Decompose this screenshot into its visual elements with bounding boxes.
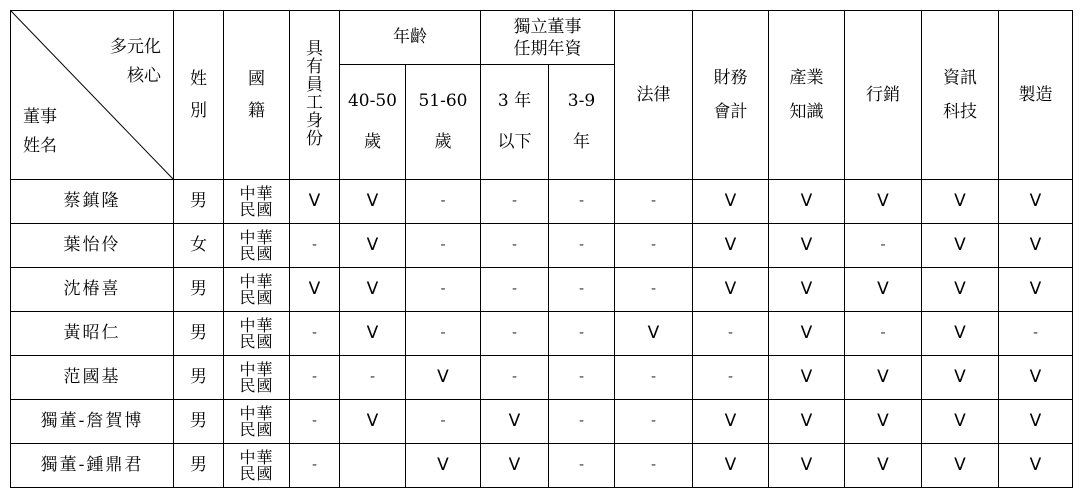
law-mark: -: [615, 444, 693, 488]
nationality-line: 民國: [239, 375, 274, 395]
table-row: [11, 268, 1073, 312]
law-mark: -: [615, 268, 693, 312]
nationality-line: 民國: [239, 463, 274, 483]
director-name: 獨董-詹賀博: [11, 400, 174, 444]
tenure-under-3-header: 3 年 以下: [481, 65, 549, 180]
marketing-mark: -: [845, 312, 922, 356]
age-51-60-mark: -: [406, 224, 481, 268]
age-51-60-mark: V: [406, 444, 481, 488]
law-header: 法律: [615, 11, 693, 180]
age-51-60-header: 51-60 歲: [406, 65, 481, 180]
age-51-60-mark: -: [406, 312, 481, 356]
law-mark: -: [615, 180, 693, 224]
nationality-cell: [224, 224, 290, 268]
tenure-under-3-mark: V: [481, 400, 549, 444]
tenure-3-9-mark: -: [549, 180, 615, 224]
corner-header-cell: [11, 11, 174, 180]
it-mark: V: [922, 356, 999, 400]
age-40-50-header: 40-50 歲: [340, 65, 406, 180]
tenure-3-9-mark: -: [549, 400, 615, 444]
tenure-under-3-mark: -: [481, 356, 549, 400]
nationality-line: 中華: [239, 403, 274, 423]
employee-mark: V: [290, 268, 340, 312]
age-51-60-mark: V: [406, 356, 481, 400]
employee-mark: -: [290, 400, 340, 444]
employee-header: [290, 11, 340, 180]
finance-mark: -: [693, 312, 769, 356]
industry-header: 產業 知識: [769, 11, 845, 180]
nationality-line: 中華: [239, 271, 274, 291]
age-40-50-mark: [340, 444, 406, 488]
nationality-line: 中華: [239, 183, 274, 203]
nationality-cell: [224, 268, 290, 312]
employee-header-char: 工: [306, 93, 323, 113]
it-mark: V: [922, 180, 999, 224]
table-row: [11, 224, 1073, 268]
nationality-line: 中華: [239, 447, 274, 467]
director-name: 范國基: [11, 356, 174, 400]
age-40-50-mark: V: [340, 312, 406, 356]
age-40-50-mark: -: [340, 356, 406, 400]
nationality-cell: [224, 400, 290, 444]
corner-top-label: 多元化 核心: [110, 37, 161, 86]
nationality-line: 民國: [239, 287, 274, 307]
manufacturing-mark: V: [999, 224, 1073, 268]
industry-mark: V: [769, 444, 845, 488]
industry-mark: V: [769, 268, 845, 312]
manufacturing-mark: -: [999, 312, 1073, 356]
manufacturing-mark: V: [999, 400, 1073, 444]
gender-cell: 男: [174, 312, 224, 356]
marketing-mark: V: [845, 180, 922, 224]
gender-header: 姓 別: [174, 11, 224, 180]
employee-mark: -: [290, 444, 340, 488]
industry-mark: V: [769, 400, 845, 444]
tenure-3-9-mark: -: [549, 268, 615, 312]
table-row: [11, 400, 1073, 444]
gender-cell: 男: [174, 400, 224, 444]
manufacturing-mark: V: [999, 180, 1073, 224]
employee-mark: -: [290, 224, 340, 268]
director-name: 黃昭仁: [11, 312, 174, 356]
it-mark: V: [922, 224, 999, 268]
tenure-3-9-mark: -: [549, 312, 615, 356]
employee-header-char: 有: [306, 57, 323, 78]
manufacturing-mark: V: [999, 268, 1073, 312]
age-51-60-mark: -: [406, 400, 481, 444]
law-mark: V: [615, 312, 693, 356]
tenure-under-3-mark: -: [481, 180, 549, 224]
industry-mark: V: [769, 356, 845, 400]
tenure-3-9-mark: -: [549, 224, 615, 268]
nationality-line: 中華: [239, 227, 274, 247]
tenure-under-3-mark: -: [481, 312, 549, 356]
tenure-under-3-mark: V: [481, 444, 549, 488]
tenure-3-9-header: 3-9 年: [549, 65, 615, 180]
age-group-header: 年齡: [340, 11, 481, 65]
industry-mark: V: [769, 224, 845, 268]
employee-mark: -: [290, 312, 340, 356]
law-mark: -: [615, 356, 693, 400]
gender-cell: 男: [174, 444, 224, 488]
employee-mark: -: [290, 356, 340, 400]
age-40-50-mark: V: [340, 400, 406, 444]
nationality-line: 中華: [239, 315, 274, 335]
employee-header-char: 份: [306, 128, 323, 149]
board-diversity-table: [10, 10, 1073, 488]
table-row: [11, 312, 1073, 356]
gender-cell: 男: [174, 180, 224, 224]
director-name: 蔡鎮隆: [11, 180, 174, 224]
age-40-50-mark: V: [340, 224, 406, 268]
manufacturing-mark: V: [999, 444, 1073, 488]
finance-mark: V: [693, 268, 769, 312]
marketing-mark: V: [845, 400, 922, 444]
tenure-group-header: 獨立董事 任期年資: [481, 11, 615, 65]
tenure-under-3-mark: -: [481, 268, 549, 312]
age-51-60-mark: -: [406, 180, 481, 224]
marketing-mark: -: [845, 224, 922, 268]
finance-mark: V: [693, 444, 769, 488]
table-row: [11, 180, 1073, 224]
finance-header: 財務 會計: [693, 11, 769, 180]
law-mark: -: [615, 224, 693, 268]
nationality-cell: [224, 312, 290, 356]
it-header: 資訊 科技: [922, 11, 999, 180]
marketing-mark: V: [845, 268, 922, 312]
nationality-line: 民國: [239, 331, 274, 351]
industry-mark: V: [769, 312, 845, 356]
it-mark: V: [922, 400, 999, 444]
director-name: 沈椿喜: [11, 268, 174, 312]
finance-mark: -: [693, 356, 769, 400]
nationality-line: 民國: [239, 199, 274, 219]
age-40-50-mark: V: [340, 180, 406, 224]
law-mark: -: [615, 400, 693, 444]
manufacturing-mark: V: [999, 356, 1073, 400]
director-name: 葉怡伶: [11, 224, 174, 268]
tenure-under-3-mark: -: [481, 224, 549, 268]
nationality-line: 中華: [239, 359, 274, 379]
nationality-cell: [224, 444, 290, 488]
marketing-header: 行銷: [845, 11, 922, 180]
finance-mark: V: [693, 180, 769, 224]
nationality-header: 國 籍: [224, 11, 290, 180]
nationality-line: 民國: [239, 419, 274, 439]
director-name: 獨董-鍾鼎君: [11, 444, 174, 488]
it-mark: V: [922, 444, 999, 488]
table-row: [11, 444, 1073, 488]
it-mark: V: [922, 312, 999, 356]
gender-cell: 女: [174, 224, 224, 268]
gender-cell: 男: [174, 268, 224, 312]
industry-mark: V: [769, 180, 845, 224]
manufacturing-header: 製造: [999, 11, 1073, 180]
finance-mark: V: [693, 224, 769, 268]
employee-mark: V: [290, 180, 340, 224]
marketing-mark: V: [845, 356, 922, 400]
corner-bottom-label: 董事 姓名: [23, 107, 57, 157]
marketing-mark: V: [845, 444, 922, 488]
nationality-cell: [224, 356, 290, 400]
it-mark: V: [922, 268, 999, 312]
tenure-3-9-mark: -: [549, 444, 615, 488]
age-51-60-mark: -: [406, 268, 481, 312]
age-40-50-mark: V: [340, 268, 406, 312]
nationality-cell: [224, 180, 290, 224]
tenure-3-9-mark: -: [549, 356, 615, 400]
nationality-line: 民國: [239, 243, 274, 263]
finance-mark: V: [693, 400, 769, 444]
employee-header-char: 具: [306, 39, 323, 60]
employee-header-char: 員: [306, 75, 323, 96]
employee-header-char: 身: [306, 110, 323, 131]
gender-cell: 男: [174, 356, 224, 400]
table-row: [11, 356, 1073, 400]
